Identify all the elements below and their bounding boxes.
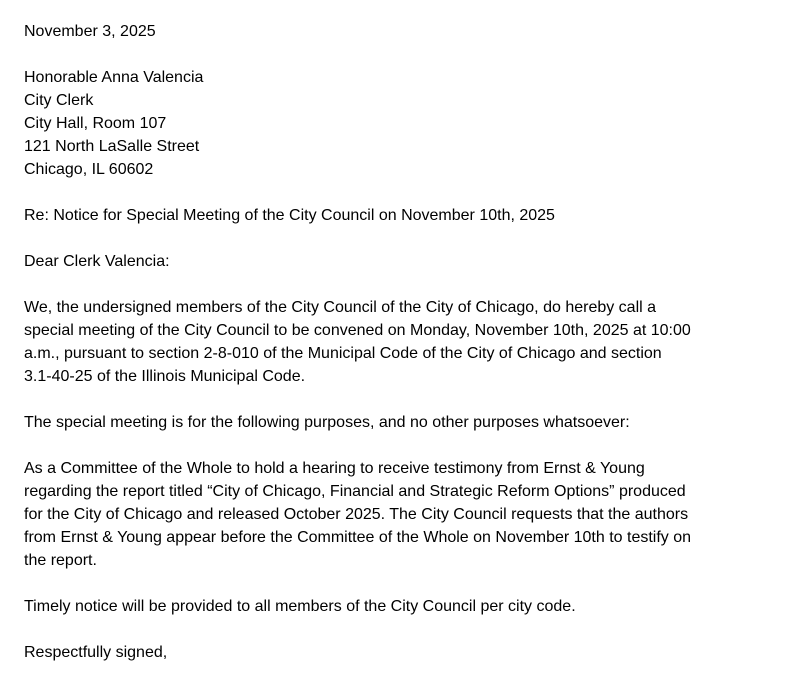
recipient-office: City Hall, Room 107	[24, 115, 167, 132]
paragraph-line: As a Committee of the Whole to hold a hearing to receive testimony from Ernst & Young	[24, 460, 645, 477]
letter-date: November 3, 2025	[24, 23, 156, 40]
paragraph-line: regarding the report titled “City of Chicago, Financial and Strategic Reform Options” produced	[24, 483, 686, 500]
subject-line: Re: Notice for Special Meeting of the City Council on November 10th, 2025	[24, 207, 555, 224]
paragraph-line: the report.	[24, 552, 97, 569]
paragraph-line: The special meeting is for the following purposes, and no other purposes whatsoever:	[24, 414, 630, 431]
paragraph-line: for the City of Chicago and released October 2025. The City Council requests that the authors	[24, 506, 689, 523]
paragraph-line: a.m., pursuant to section 2-8-010 of the Municipal Code of the City of Chicago and section	[24, 345, 662, 362]
paragraph-timely-notice	[24, 595, 799, 618]
recipient-street: 121 North LaSalle Street	[24, 138, 200, 155]
recipient-title: City Clerk	[24, 92, 94, 109]
letter-page	[24, 20, 799, 664]
recipient-name: Honorable Anna Valencia	[24, 69, 204, 86]
paragraph-line: We, the undersigned members of the City Council of the City of Chicago, do hereby call a	[24, 299, 657, 316]
paragraph-line: Timely notice will be provided to all members of the City Council per city code.	[24, 598, 576, 615]
recipient-city-state-zip: Chicago, IL 60602	[24, 161, 154, 178]
paragraph-call-to-meeting	[24, 296, 799, 388]
paragraph-committee-hearing	[24, 457, 799, 572]
salutation: Dear Clerk Valencia:	[24, 253, 170, 270]
paragraph-purposes	[24, 411, 799, 434]
recipient-address-block	[24, 66, 799, 181]
paragraph-line: 3.1-40-25 of the Illinois Municipal Code.	[24, 368, 306, 385]
paragraph-line: from Ernst & Young appear before the Committee of the Whole on November 10th to testify on	[24, 529, 692, 546]
closing: Respectfully signed,	[24, 644, 168, 661]
paragraph-line: special meeting of the City Council to be convened on Monday, November 10th, 2025 at 10:00	[24, 322, 691, 339]
